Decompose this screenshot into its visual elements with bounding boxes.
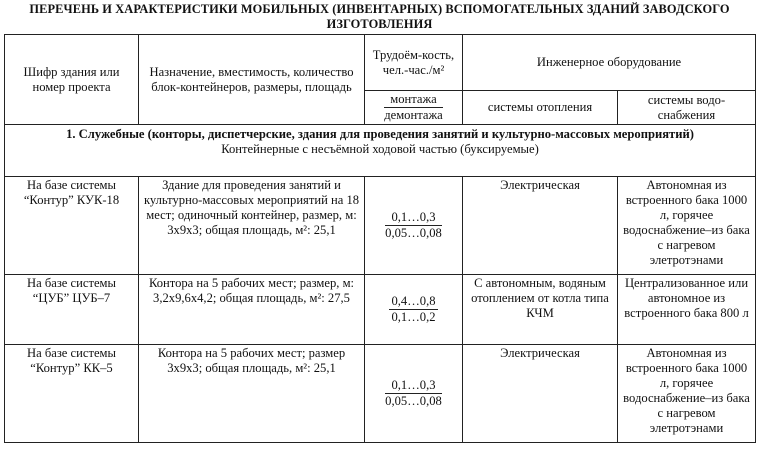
row-labor-mount: 0,4…0,8 xyxy=(391,294,436,308)
header-water: системы водо-снабжения xyxy=(618,91,756,125)
row-water: Автономная из встроенного бака 1000 л, горячее водоснабжение–из бака с нагревом элетротэнами xyxy=(618,177,756,275)
row-labor xyxy=(365,275,463,345)
row-purpose: Здание для проведения занятий и культурно-массовых мероприятий на 18 мест; одиночный контейнер, размер, м: 3х9х3; общая площадь, м²: 25,1 xyxy=(139,177,365,275)
section-subtitle: Контейнерные с несъёмной ходовой частью (буксируемые) xyxy=(221,142,539,156)
row-labor-dismount: 0,05…0,08 xyxy=(385,226,442,240)
row-labor-mount: 0,1…0,3 xyxy=(385,210,442,226)
table-row xyxy=(5,275,756,345)
row-labor-dismount: 0,05…0,08 xyxy=(385,394,442,408)
row-heating: Электрическая xyxy=(463,177,618,275)
document-title: ПЕРЕЧЕНЬ И ХАРАКТЕРИСТИКИ МОБИЛЬНЫХ (ИНВЕНТАРНЫХ) ВСПОМОГАТЕЛЬНЫХ ЗДАНИЙ ЗАВОДСКОГО ИЗГОТОВЛЕНИЯ xyxy=(29,2,730,31)
header-labor-dismount: демонтажа xyxy=(384,108,443,122)
row-labor-dismount: 0,1…0,2 xyxy=(391,310,436,324)
table-row xyxy=(5,345,756,443)
header-purpose: Назначение, вместимость, количество блок-контейнеров, размеры, площадь xyxy=(139,35,365,125)
row-labor xyxy=(365,177,463,275)
header-labor-units xyxy=(365,91,463,125)
row-code: На базе системы “Контур” КУК-18 xyxy=(5,177,139,275)
row-heating: Электрическая xyxy=(463,345,618,443)
header-labor-mount: монтажа xyxy=(384,92,443,108)
row-labor-mount: 0,1…0,3 xyxy=(385,378,442,394)
table-row xyxy=(5,177,756,275)
header-code: Шифр здания или номер проекта xyxy=(5,35,139,125)
row-labor xyxy=(365,345,463,443)
row-purpose: Контора на 5 рабочих мест; размер, м: 3,2х9,6х4,2; общая площадь, м²: 27,5 xyxy=(139,275,365,345)
row-water: Централизованное или автономное из встроенного бака 800 л xyxy=(618,275,756,345)
row-code: На базе системы “ЦУБ” ЦУБ–7 xyxy=(5,275,139,345)
row-heating: С автономным, водяным отоплением от котла типа КЧМ xyxy=(463,275,618,345)
buildings-table xyxy=(4,34,756,443)
section-title: 1. Служебные (конторы, диспетчерские, здания для проведения занятий и культурно-массовых мероприятий) xyxy=(66,127,694,141)
row-water: Автономная из встроенного бака 1000 л, горячее водоснабжение–из бака с нагревом элетротэнами xyxy=(618,345,756,443)
header-engineering: Инженерное оборудование xyxy=(463,35,756,91)
row-purpose: Контора на 5 рабочих мест; размер 3х9х3; общая площадь, м²: 25,1 xyxy=(139,345,365,443)
header-labor: Трудоём-кость, чел.-час./м² xyxy=(365,35,463,91)
row-code: На базе системы “Контур” КК–5 xyxy=(5,345,139,443)
section-heading xyxy=(5,125,756,177)
header-heating: системы отопления xyxy=(463,91,618,125)
